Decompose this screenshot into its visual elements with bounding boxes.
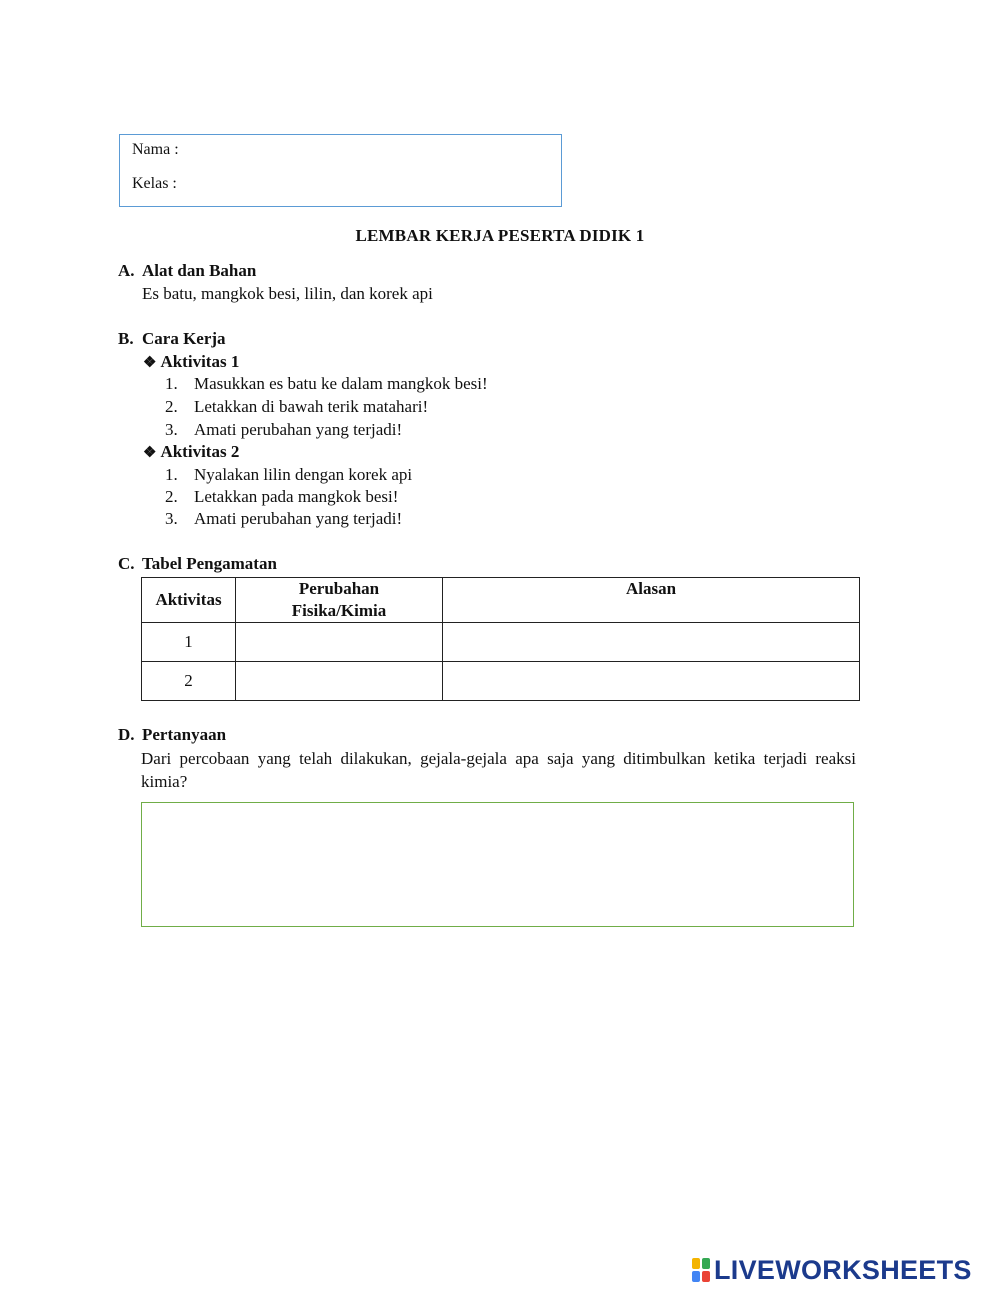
step-text: Masukkan es batu ke dalam mangkok besi! xyxy=(194,374,488,393)
step-text: Amati perubahan yang terjadi! xyxy=(194,420,403,439)
column-header-activity: Aktivitas xyxy=(142,578,236,623)
step-text: Nyalakan lilin dengan korek api xyxy=(194,465,413,484)
logo-mark-icon xyxy=(691,1257,711,1283)
section-c-title: Tabel Pengamatan xyxy=(142,554,277,573)
name-field-label[interactable]: Nama : xyxy=(132,141,179,158)
section-c-letter: C. xyxy=(118,554,135,573)
table-row xyxy=(142,623,860,662)
reason-answer-cell[interactable] xyxy=(443,623,860,662)
change-answer-cell[interactable] xyxy=(236,662,443,701)
logo-tile-icon xyxy=(702,1258,710,1269)
reason-answer-cell[interactable] xyxy=(443,662,860,701)
activity-2-step-1 xyxy=(165,465,412,485)
section-a-title: Alat dan Bahan xyxy=(142,261,257,280)
logo-tile-icon xyxy=(692,1258,700,1269)
logo-tile-icon xyxy=(692,1271,700,1282)
logo-text: LIVEWORKSHEETS xyxy=(714,1254,972,1285)
activity-2-title: Aktivitas 2 xyxy=(160,442,240,461)
column-header-change-line-2: Fisika/Kimia xyxy=(291,601,387,620)
column-header-change xyxy=(236,578,443,623)
section-a-letter: A. xyxy=(118,261,135,280)
step-text: Letakkan di bawah terik matahari! xyxy=(194,397,429,416)
step-text: Letakkan pada mangkok besi! xyxy=(194,487,399,506)
section-b-letter: B. xyxy=(118,329,134,348)
liveworksheets-logo[interactable] xyxy=(691,1256,972,1284)
step-number: 2. xyxy=(165,487,178,506)
activity-2-step-2 xyxy=(165,487,398,507)
step-number: 1. xyxy=(165,374,178,393)
activity-2-step-3 xyxy=(165,509,402,529)
step-number: 1. xyxy=(165,465,178,484)
step-number: 3. xyxy=(165,420,178,439)
section-c-heading xyxy=(118,554,277,574)
activity-1-heading xyxy=(143,352,239,372)
column-header-reason: Alasan xyxy=(443,578,860,623)
activity-cell: 2 xyxy=(142,662,236,701)
step-text: Amati perubahan yang terjadi! xyxy=(194,509,403,528)
table-row xyxy=(142,662,860,701)
diamond-bullet-icon: ❖ xyxy=(143,355,157,371)
diamond-bullet-icon: ❖ xyxy=(143,445,157,461)
section-b-heading xyxy=(118,329,226,349)
answer-input-box[interactable] xyxy=(141,802,854,927)
table-header-row xyxy=(142,578,860,623)
page-title: LEMBAR KERJA PESERTA DIDIK 1 xyxy=(355,226,645,245)
identity-box xyxy=(119,134,562,207)
activity-2-heading xyxy=(143,442,239,462)
activity-1-step-3 xyxy=(165,420,402,440)
activity-1-title: Aktivitas 1 xyxy=(160,352,240,371)
step-number: 2. xyxy=(165,397,178,416)
section-b-title: Cara Kerja xyxy=(142,329,226,348)
section-d-title: Pertanyaan xyxy=(142,725,227,744)
activity-1-step-2 xyxy=(165,397,428,417)
step-number: 3. xyxy=(165,509,178,528)
class-field-label[interactable]: Kelas : xyxy=(132,175,177,192)
observation-table xyxy=(141,577,860,701)
section-d-heading xyxy=(118,725,226,745)
logo-tile-icon xyxy=(702,1271,710,1282)
activity-cell: 1 xyxy=(142,623,236,662)
materials-text: Es batu, mangkok besi, lilin, dan korek api xyxy=(142,284,433,303)
section-a-heading xyxy=(118,261,256,281)
activity-1-step-1 xyxy=(165,374,488,394)
question-text: Dari percobaan yang telah dilakukan, gejala-gejala apa saja yang ditimbulkan ketika terjadi reaksi kimia? xyxy=(141,749,856,791)
column-header-change-line-1: Perubahan xyxy=(298,579,380,598)
change-answer-cell[interactable] xyxy=(236,623,443,662)
section-d-letter: D. xyxy=(118,725,135,744)
